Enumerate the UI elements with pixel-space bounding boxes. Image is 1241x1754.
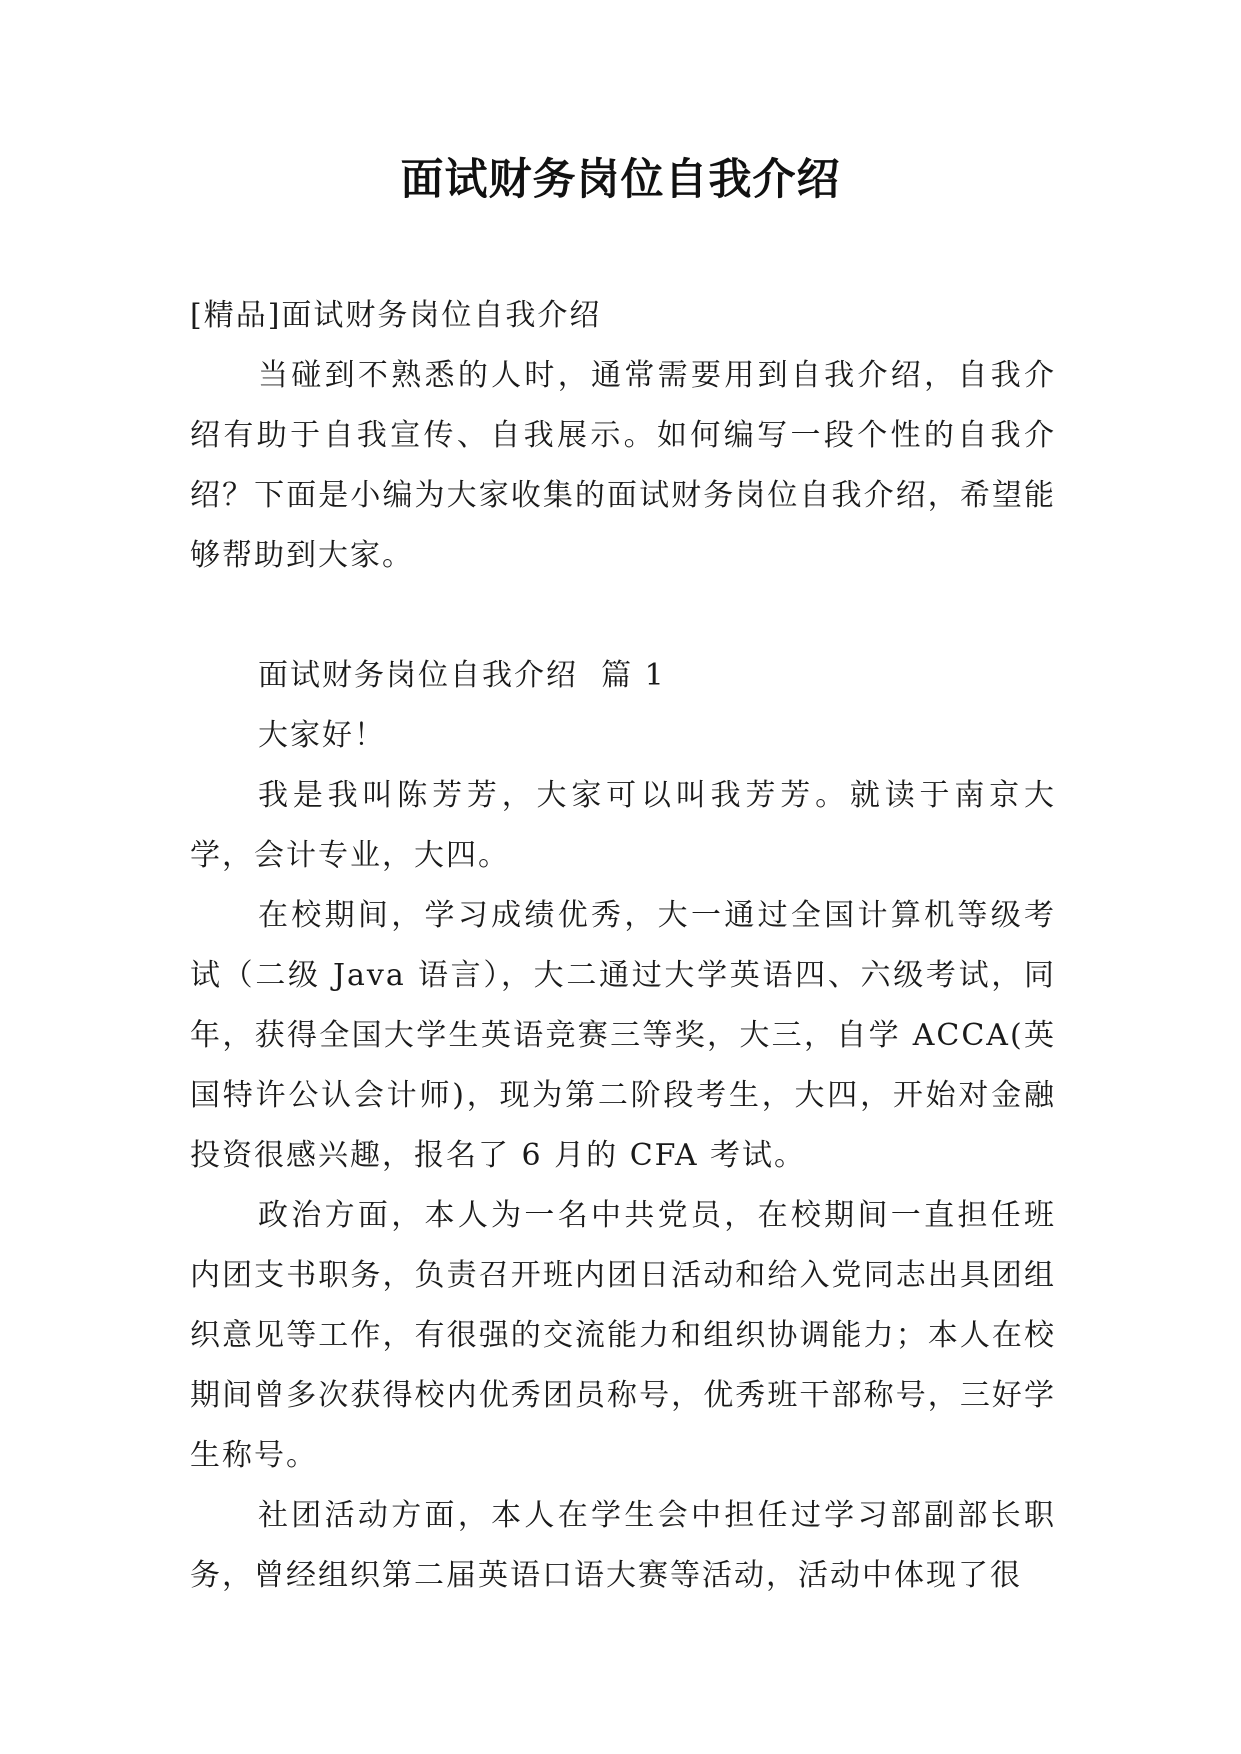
body-paragraph: 在校期间，学习成绩优秀，大一通过全国计算机等级考试（二级 Java 语言），大二通过大学英语四、六级考试，同年，获得全国大学生英语竞赛三等奖，大三，自学 ACCA(英国特许公认会计师)，现为第二阶段考生，大四，开始对金融投资很感兴趣，报名了 6 月的 CFA 考试。 xyxy=(190,898,1056,1173)
body-paragraph: 政治方面，本人为一名中共党员，在校期间一直担任班内团支书职务，负责召开班内团日活动和给入党同志出具团组织意见等工作，有很强的交流能力和组织协调能力；本人在校期间曾多次获得校内优秀团员称号，优秀班干部称号，三好学生称号。 xyxy=(190,1198,1056,1473)
document-body xyxy=(190,286,1056,1606)
lead-line: [精品]面试财务岗位自我介绍 xyxy=(190,298,602,333)
body-paragraph: 我是我叫陈芳芳，大家可以叫我芳芳。就读于南京大学，会计专业，大四。 xyxy=(190,778,1056,873)
body-paragraph: 社团活动方面，本人在学生会中担任过学习部副部长职务，曾经组织第二届英语口语大赛等活动，活动中体现了很 xyxy=(190,1498,1056,1593)
section-heading: 面试财务岗位自我介绍 篇 1 xyxy=(258,658,666,693)
section-spacer xyxy=(190,586,1056,646)
greeting: 大家好！ xyxy=(258,718,386,753)
document-title: 面试财务岗位自我介绍 xyxy=(400,155,841,205)
intro-paragraph: 当碰到不熟悉的人时，通常需要用到自我介绍，自我介绍有助于自我宣传、自我展示。如何编写一段个性的自我介绍？下面是小编为大家收集的面试财务岗位自我介绍，希望能够帮助到大家。 xyxy=(190,358,1056,573)
